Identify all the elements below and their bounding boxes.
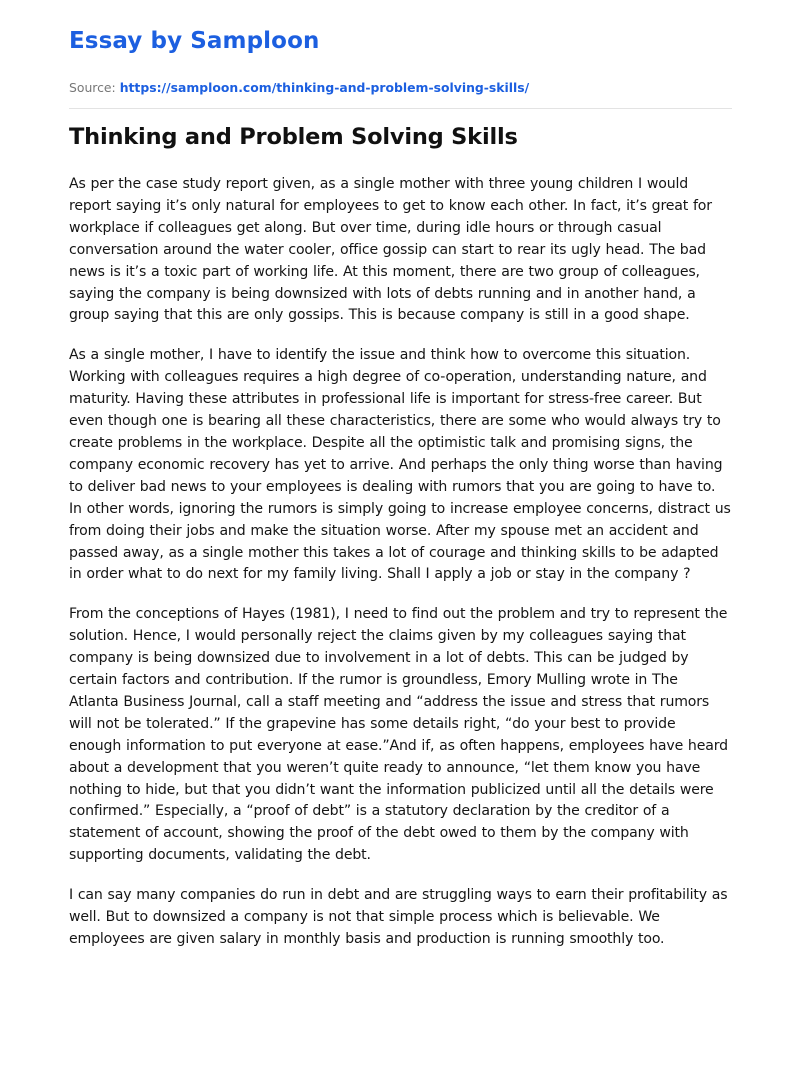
divider <box>69 108 732 109</box>
essay-paragraph-3: From the conceptions of Hayes (1981), I need to find out the problem and try to represent the solution. Hence, I would personally reject the claims given by my colleagues saying that company is being downsized due to involvement in a lot of debts. This can be judged by certain factors and contribution. If the rumor is groundless, Emory Mulling wrote in The Atlanta Business Journal, call a staff meeting and “address the issue and stress that rumors will not be tolerated.” If the grapevine has some details right, “do your best to provide enough information to put everyone at ease.”And if, as often happens, employees have heard about a development that you weren’t quite ready to announce, “let them know you have nothing to hide, but that you didn’t want the information publicized until all the details were confirmed.” Especially, a “proof of debt” is a statutory declaration by the creditor of a statement of account, showing the proof of the debt owed to them by the company with supporting documents, validating the debt. <box>69 606 728 864</box>
essay-paragraph-4: I can say many companies do run in debt and are struggling ways to earn their profitability as well. But to downsized a company is not that simple process which is believable. We employees are given salary in monthly basis and production is running smoothly too. <box>69 887 728 947</box>
essay-paragraph-1: As per the case study report given, as a single mother with three young children I would report saying it’s only natural for employees to get to know each other. In fact, it’s great for workplace if colleagues get along. But over time, during idle hours or through casual conversation around the water cooler, office gossip can start to rear its ugly head. The bad news is it’s a toxic part of working life. At this moment, there are two group of colleagues, saying the company is being downsized with lots of debts running and in another hand, a group saying that this are only gossips. This is because company is still in a good shape. <box>69 176 712 324</box>
source-link[interactable]: https://samploon.com/thinking-and-problem-solving-skills/ <box>119 80 530 95</box>
source-line <box>69 80 529 95</box>
essay-paragraph-2: As a single mother, I have to identify the issue and think how to overcome this situation. Working with colleagues requires a high degree of co-operation, understanding nature, and maturity. Having these attributes in professional life is important for stress-free career. But even though one is bearing all these characteristics, there are some who would always try to create problems in the workplace. Despite all the optimistic talk and promising signs, the company economic recovery has yet to arrive. And perhaps the only thing worse than having to deliver bad news to your employees is dealing with rumors that you are going to have to. In other words, ignoring the rumors is simply going to increase employee concerns, distract us from doing their jobs and make the situation worse. After my spouse met an accident and passed away, as a single mother this takes a lot of courage and thinking skills to be adapted in order what to do next for my family living. Shall I apply a job or stay in the company ? <box>69 347 731 583</box>
essay-body <box>69 174 732 969</box>
site-brand[interactable]: Essay by Samploon <box>69 28 320 54</box>
source-label: Source: <box>69 80 116 95</box>
essay-title: Thinking and Problem Solving Skills <box>69 124 518 150</box>
